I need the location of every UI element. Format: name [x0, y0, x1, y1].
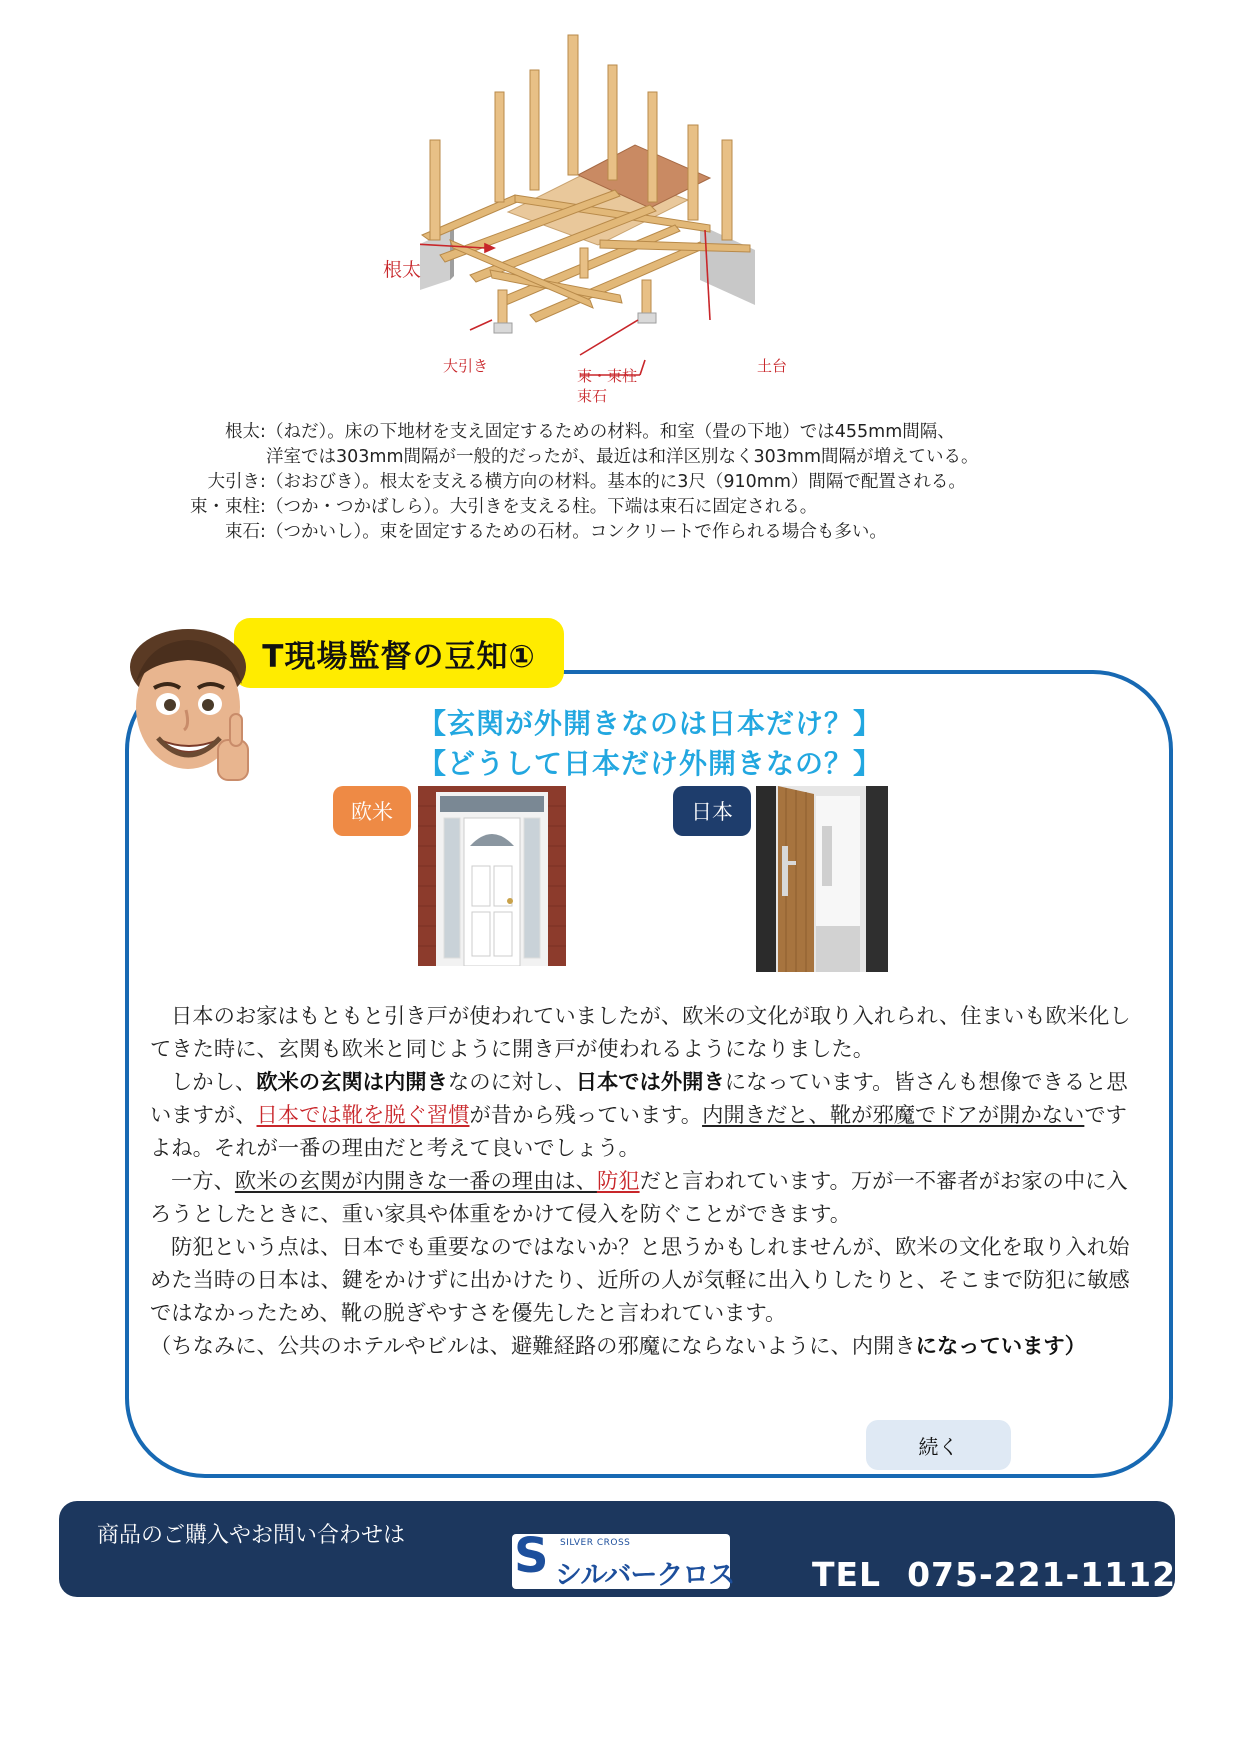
label-post: 束・束柱 — [577, 367, 638, 385]
emphasis-shoe-custom: 日本では靴を脱ぐ習慣 — [256, 1103, 470, 1128]
phone-number[interactable] — [812, 1555, 1176, 1594]
logo-company-name: シルバークロス — [555, 1560, 735, 1591]
japanese-door-photo — [756, 786, 888, 972]
paragraph-2: しかし、欧米の玄関は内開きなのに対し、日本では外開きになっています。皆さんも想像できると思いますが、日本では靴を脱ぐ習慣が昔から残っています。内開きだと、靴が邪魔でドアが開かないですよね。それが一番の理由だと考えて良いでしょう。 — [150, 1070, 1128, 1161]
card-headline-1: 【玄関が外開きなのは日本だけ？】 — [417, 707, 882, 740]
footer-inquiry-text: 商品のご購入やお問い合わせは — [97, 1523, 406, 1548]
glossary-row: 根太 : （ねだ）。床の下地材を支え固定するための材料。和室（畳の下地）では455mm間隔、 — [150, 420, 1110, 445]
emphasis-door-blocked: 内開きだと、靴が邪魔でドアが開かない — [702, 1103, 1085, 1128]
glossary-definition: （ねだ）。床の下地材を支え固定するための材料。和室（畳の下地）では455mm間隔、 — [266, 422, 955, 442]
trivia-title-tab: T現場監督の豆知① — [234, 618, 564, 688]
emphasis-japan-outward: 日本では外開き — [575, 1070, 725, 1095]
glossary-row: 束・束柱 : （つか・つかばしら）。大引きを支える柱。下端は束石に固定される。 — [150, 495, 1110, 520]
western-door-photo — [418, 786, 566, 966]
paragraph-4: 防犯という点は、日本でも重要なのではないか？と思うかもしれませんが、欧米の文化を取り入れ始めた当時の日本は、鍵をかけずに出かけたり、近所の人が気軽に出入りしたりと、そこまで防犯に敏感ではなかったため、靴の脱ぎやすさを優先したと言われています。 — [150, 1235, 1130, 1326]
continue-button[interactable]: 続く — [866, 1420, 1011, 1470]
card-headline-2: 【どうして日本だけ外開きなの？】 — [417, 747, 882, 780]
glossary-definition: （つか・つかばしら）。大引きを支える柱。下端は束石に固定される。 — [266, 497, 818, 517]
glossary-row: 束石 : （つかいし）。束を固定するための石材。コンクリートで作られる場合も多い。 — [150, 520, 1110, 545]
logo-subtitle: SILVER CROSS — [560, 1538, 631, 1548]
label-west: 欧米 — [333, 786, 411, 836]
label-japan: 日本 — [673, 786, 751, 836]
tel-number: 075-221-1112 — [907, 1555, 1177, 1594]
label-joist: 根太 — [383, 259, 422, 281]
label-stone: 束石 — [577, 387, 608, 405]
glossary-term: 束石 — [225, 522, 260, 542]
paragraph-1: 日本のお家はもともと引き戸が使われていましたが、欧米の文化が取り入れられ、住まいも欧米化してきた時に、玄関も欧米と同じように開き戸が使われるようになりました。 — [150, 1004, 1131, 1062]
emphasis-main-reason: 欧米の玄関が内開きな一番の理由は、 — [234, 1169, 597, 1194]
glossary-row: 大引き : （おおびき）。根太を支える横方向の材料。基本的に3尺（910mm）間隔で配置される。 — [150, 470, 1110, 495]
label-beam: 大引き — [443, 357, 489, 375]
tel-label: TEL — [812, 1555, 882, 1594]
glossary-definition: （つかいし）。束を固定するための石材。コンクリートで作られる場合も多い。 — [266, 522, 887, 542]
floor-framing-diagram — [420, 30, 860, 410]
emphasis-west-inward: 欧米の玄関は内開き — [256, 1070, 448, 1095]
logo-s-mark: S — [514, 1528, 549, 1584]
glossary-term: 大引き — [207, 472, 260, 492]
paragraph-note: （ちなみに、公共のホテルやビルは、避難経路の邪魔にならないように、内開きになっています） — [150, 1334, 1087, 1359]
label-sill: 土台 — [757, 357, 788, 375]
glossary-term: 束・束柱 — [190, 497, 260, 517]
article-body — [150, 1000, 1135, 1363]
emphasis-security: 防犯 — [596, 1169, 640, 1194]
paragraph-3: 一方、欧米の玄関が内開きな一番の理由は、防犯だと言われています。万が一不審者がお家の中に入ろうとしたときに、重い家具や体重をかけて侵入を防ぐことができます。 — [150, 1169, 1128, 1227]
glossary-definition: （おおびき）。根太を支える横方向の材料。基本的に3尺（910mm）間隔で配置される。 — [266, 472, 966, 492]
glossary — [150, 420, 1110, 545]
glossary-term: 根太 — [225, 422, 260, 442]
glossary-definition-continued: 洋室では303mm間隔が一般的だったが、最近は和洋区別なく303mm間隔が増えている。 — [266, 447, 979, 467]
